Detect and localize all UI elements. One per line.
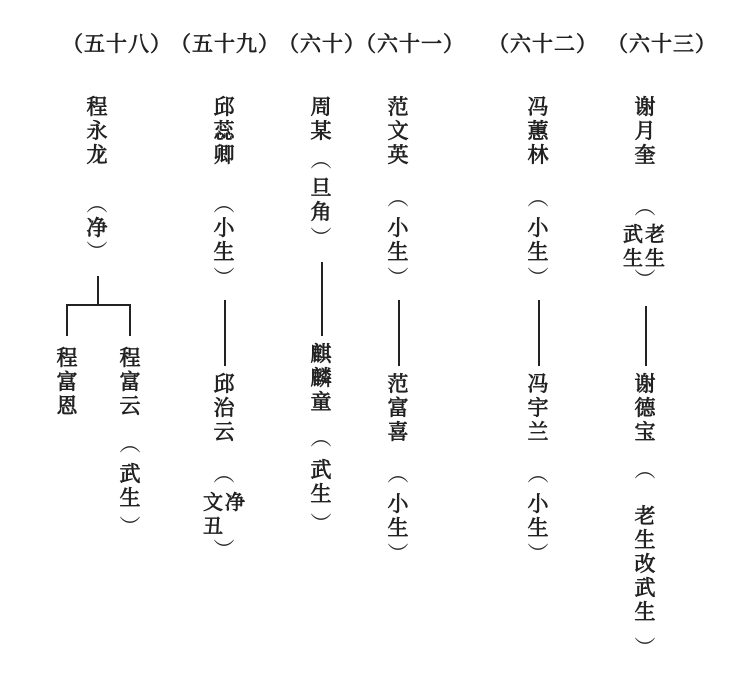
paren-close: ︶ [527,266,549,290]
paren-open: ︵ [634,195,656,219]
paren-open: ︵ [310,426,332,450]
parent-role-line: 老生 [645,222,665,270]
parent-role-line: 武生 [623,222,643,270]
parent-name: 谢月奎 [634,95,656,167]
connector-line [645,306,647,366]
header-63: （六十三） [607,32,717,56]
connector-line [66,304,68,336]
paren-open: ︵ [310,148,332,172]
parent-name: 邱蕊卿 [213,95,235,167]
connector-line [538,300,540,366]
paren-open: ︵ [527,462,549,486]
paren-close: ︶ [387,266,409,290]
parent-role: 小生 [527,216,549,264]
child-role-block [198,490,250,538]
header-61: （六十一） [355,32,465,56]
connector-line [129,304,131,336]
child-name: 麒麟童 [310,342,332,414]
child-role: 小生 [387,492,409,540]
paren-close: ︶ [213,538,235,562]
paren-open: ︵ [213,462,235,486]
paren-open: ︵ [527,186,549,210]
paren-open: ︵ [86,192,108,216]
child-role: 老生改武生 [634,504,656,624]
paren-open: ︵ [634,458,656,482]
child-name: 冯宇兰 [527,372,549,444]
child-name: 程富恩 [56,346,78,418]
child-name: 范富喜 [387,372,409,444]
paren-close: ︶ [634,268,656,292]
child-name: 谢德宝 [634,372,656,444]
parent-name: 范文英 [387,95,409,167]
paren-close: ︶ [310,512,332,536]
child-name: 程富云 [119,346,141,418]
connector-line [224,300,226,366]
paren-close: ︶ [634,636,656,660]
paren-close: ︶ [86,240,108,264]
parent-name: 冯蕙林 [527,95,549,167]
child-role: 武生 [310,458,332,506]
paren-open: ︵ [387,186,409,210]
paren-close: ︶ [310,226,332,250]
parent-name: 周某 [310,95,332,143]
header-59: （五十九） [170,32,280,56]
child-role-line: 文丑 [203,490,223,538]
child-role-line: 净 [225,490,245,514]
parent-name: 程永龙 [86,95,108,167]
child-role: 小生 [527,492,549,540]
connector-line [321,262,323,336]
header-62: （六十二） [488,32,598,56]
child-role: 武生 [119,462,141,510]
paren-open: ︵ [213,192,235,216]
paren-close: ︶ [527,542,549,566]
paren-close: ︶ [387,542,409,566]
parent-role: 小生 [213,216,235,264]
child-name: 邱治云 [213,372,235,444]
paren-close: ︶ [119,515,141,539]
connector-line [398,300,400,366]
paren-open: ︵ [387,462,409,486]
parent-role-block [618,222,670,270]
paren-open: ︵ [119,432,141,456]
header-58: （五十八） [62,32,172,56]
parent-role: 小生 [387,216,409,264]
parent-role: 净 [86,216,108,240]
paren-close: ︶ [213,266,235,290]
connector-line [97,276,99,304]
branch-line [66,304,131,306]
parent-role: 旦角 [310,176,332,224]
header-60: （六十） [278,32,366,56]
